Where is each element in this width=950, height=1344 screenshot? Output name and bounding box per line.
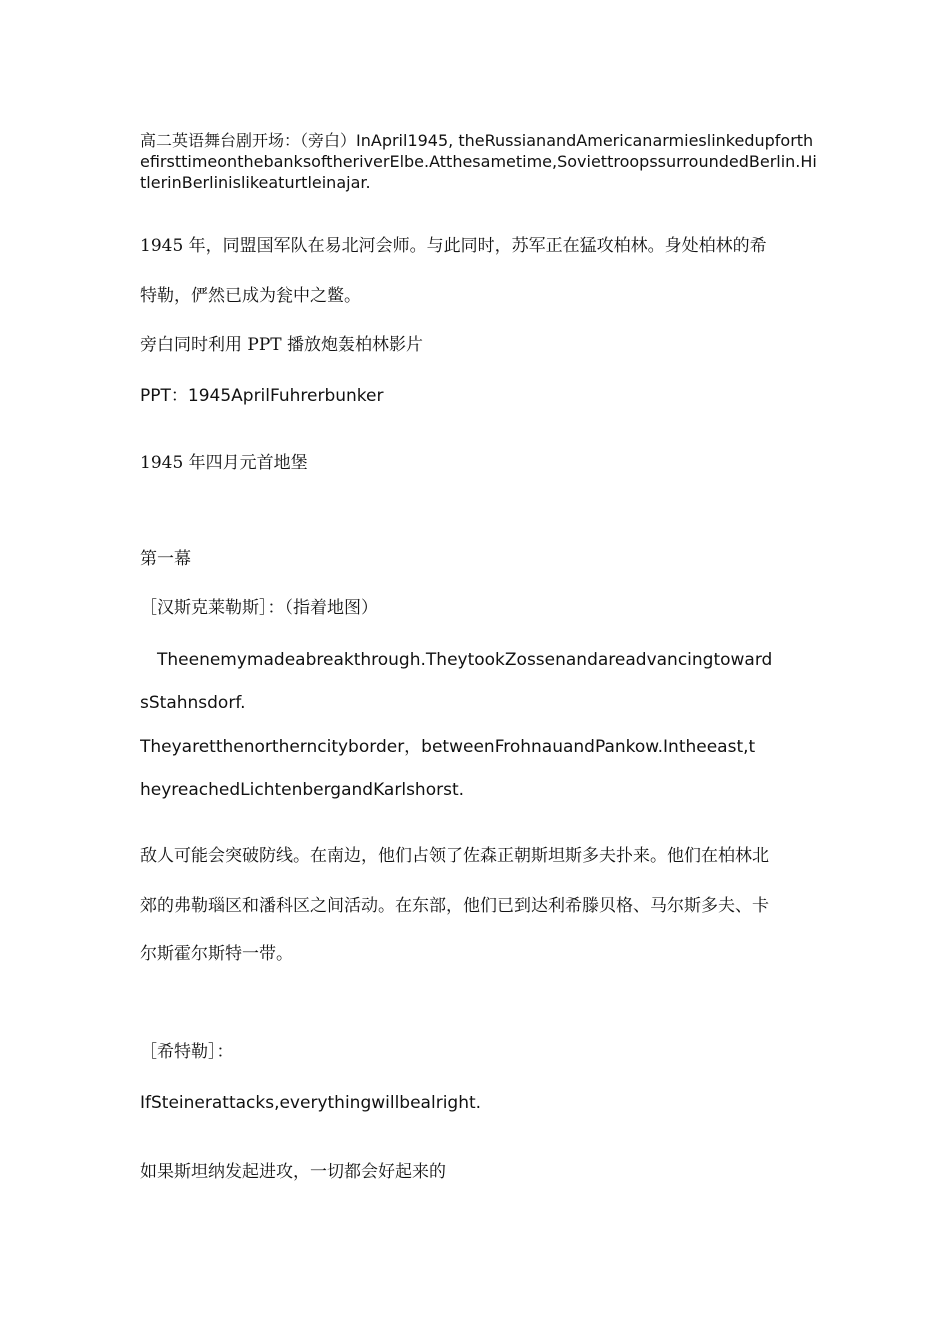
krebs-english-line-1: Theenemymadeabreakthrough.TheytookZossenandareadvancingtoward — [157, 650, 773, 670]
krebs-chinese-line-3: 尔斯霍尔斯特一带。 — [140, 944, 293, 964]
krebs-english-line-4: heyreachedLichtenbergandKarlshorst. — [140, 780, 465, 800]
narration-note: 旁白同时利用 PPT 播放炮轰柏林影片 — [140, 335, 424, 355]
intro-paragraph — [140, 130, 820, 193]
speaker-hans-krebs: ［汉斯克莱勒斯］：（指着地图） — [140, 598, 378, 618]
intro-chinese-line-1: 1945 年，同盟国军队在易北河会师。与此同时，苏军正在猛攻柏林。身处柏林的希 — [140, 236, 767, 256]
intro-chinese-line-2: 特勒，俨然已成为瓮中之鳖。 — [140, 286, 361, 306]
krebs-english-line-3: Theyaretthenortherncityborder，betweenFrohnauandPankow.Intheeast,t — [140, 737, 756, 757]
krebs-chinese-line-1: 敌人可能会突破防线。在南边，他们占领了佐森正朝斯坦斯多夫扑来。他们在柏林北 — [140, 846, 769, 866]
krebs-english-line-2: sStahnsdorf. — [140, 693, 246, 713]
hitler-chinese-line: 如果斯坦纳发起进攻，一切都会好起来的 — [140, 1162, 446, 1182]
hitler-english-line: IfSteinerattacks,everythingwillbealright. — [140, 1093, 482, 1113]
act-title: 第一幕 — [140, 549, 191, 569]
intro-english-text: InApril1945, theRussianandAmericanarmieslinkedupforthefirsttimeonthebanksoftheriverElbe.Atthesametime,SoviettroopssurroundedBerlin.HitlerinBerlinislikeaturtleinajar. — [140, 131, 817, 192]
ppt-line: PPT：1945AprilFuhrerbunker — [140, 386, 384, 406]
intro-title: 高二英语舞台剧开场：（旁白） — [140, 131, 357, 150]
speaker-hitler: ［希特勒］： — [140, 1042, 234, 1062]
krebs-chinese-line-2: 郊的弗勒瑙区和潘科区之间活动。在东部，他们已到达利希滕贝格、马尔斯多夫、卡 — [140, 896, 769, 916]
ppt-chinese-line: 1945 年四月元首地堡 — [140, 453, 308, 473]
